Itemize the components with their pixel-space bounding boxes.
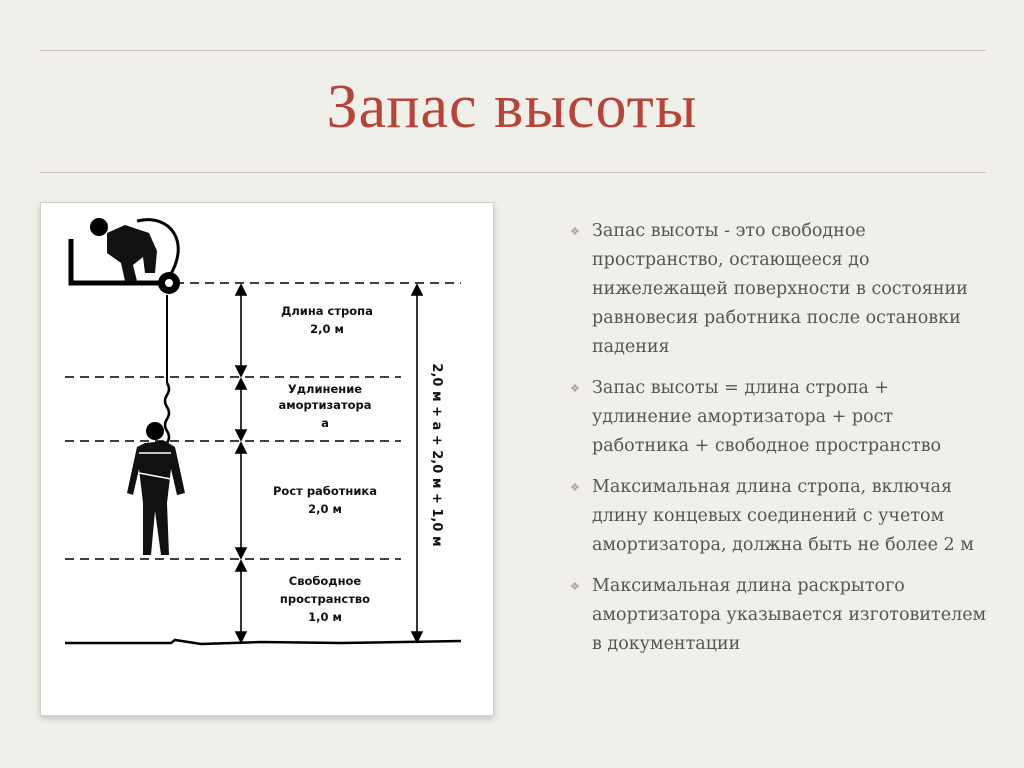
title-divider: [40, 172, 986, 173]
list-item: [568, 217, 988, 362]
total-clearance-label: 2,0 м + a + 2,0 м + 1,0 м: [429, 363, 444, 547]
slide-title: Запас высоты: [326, 73, 698, 141]
diamond-bullet-icon: ❖: [570, 382, 580, 395]
height-label-line1: Рост работника: [273, 484, 377, 498]
bullet-text: Запас высоты - это свободное пространство, остающееся до нижележащей поверхности в состоянии равновесия работника после остановки падения: [592, 221, 968, 357]
free-space-label-line2: пространство: [279, 592, 371, 606]
list-item: [568, 572, 988, 659]
worker-at-height-figure: [90, 218, 178, 281]
free-space-label-line3: 1,0 м: [308, 610, 342, 624]
diamond-bullet-icon: ❖: [570, 225, 580, 238]
hanging-worker-figure: [127, 422, 185, 555]
reference-lines: [65, 283, 461, 559]
lanyard-label-line1: Длина стропа: [281, 304, 373, 318]
free-space-label-line1: Свободное: [288, 574, 362, 588]
bullet-list: [568, 217, 988, 671]
bullet-text: Максимальная длина стропа, включая длину концевых соединений с учетом амортизатора, должна быть не более 2 м: [592, 477, 974, 555]
list-item: [568, 374, 988, 461]
absorber-label-line2: амортизатора: [278, 398, 372, 412]
diamond-bullet-icon: ❖: [570, 580, 580, 593]
absorber-label-line1: Удлинение: [287, 382, 363, 396]
height-label-line2: 2,0 м: [308, 502, 342, 516]
diagram-svg: [41, 203, 493, 715]
lanyard-label-line2: 2,0 м: [310, 322, 344, 336]
dimension-arrows: [236, 285, 422, 642]
bullet-text: Запас высоты = длина стропа + удлинение амортизатора + рост работника + свободное пространство: [592, 378, 942, 456]
absorber-label-line3: a: [321, 416, 329, 430]
fall-clearance-diagram: [40, 202, 494, 716]
bullet-text: Максимальная длина раскрытого амортизатора указывается изготовителем в документации: [592, 576, 987, 654]
top-divider: [40, 50, 986, 51]
diamond-bullet-icon: ❖: [570, 481, 580, 494]
list-item: [568, 473, 988, 560]
ground-line: [65, 640, 461, 644]
